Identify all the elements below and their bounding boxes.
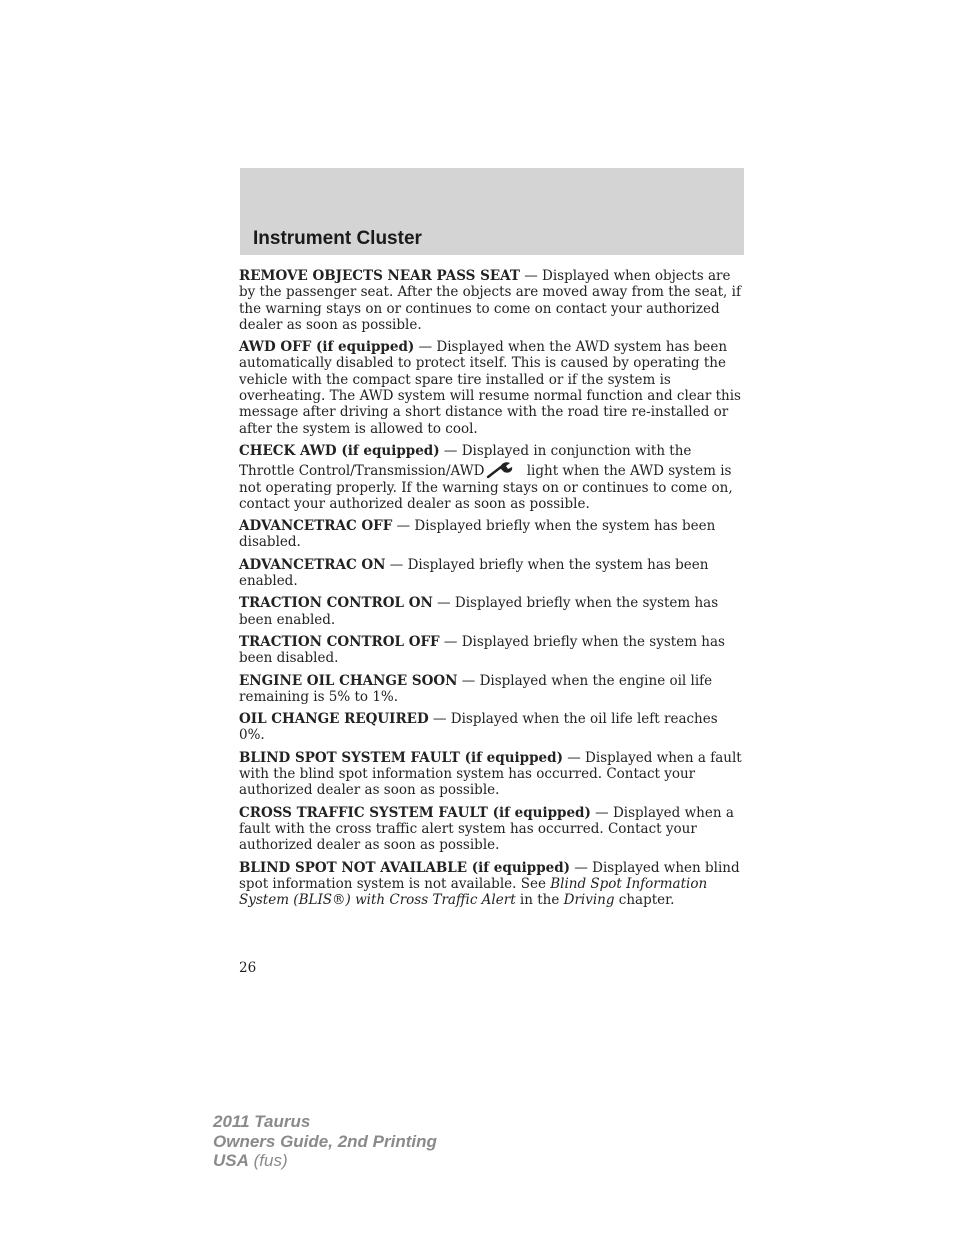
message-description: — Displayed when blind spot information system is not available. See: [239, 859, 740, 892]
message-description: — Displayed when the AWD system has been automatically disabled to protect itself. This is caused by operating the vehicle with the compact spare tire installed or if the system is overheating. The AWD system will resume normal function and clear this message after driving a short distance with the road tire re-installed or after the system is allowed to cool.: [239, 339, 741, 437]
message-term: BLIND SPOT NOT AVAILABLE (if equipped): [239, 859, 571, 876]
message-description: — Displayed when objects are by the passenger seat. After the objects are moved away from the seat, if the warning stays on or continues to come on contact your authorized dealer as soon as possible.: [239, 268, 741, 333]
message-term: TRACTION CONTROL OFF: [239, 633, 440, 650]
message-entry-awd-off: [239, 339, 742, 437]
message-description: — Displayed when a fault with the blind spot information system has occurred. Contact your authorized dealer as soon as possible.: [239, 749, 742, 799]
message-entry-oil-change-required: [239, 711, 742, 744]
message-description: in the: [515, 892, 564, 909]
message-term: CHECK AWD (if equipped): [239, 442, 440, 459]
message-term: AWD OFF (if equipped): [239, 339, 415, 356]
wrench-icon: [486, 459, 516, 479]
message-entry-advancetrac-on: [239, 557, 742, 590]
message-description: — Displayed briefly when the system has been disabled.: [239, 633, 725, 667]
message-term: TRACTION CONTROL ON: [239, 595, 433, 612]
message-entry-engine-oil-change-soon: [239, 673, 742, 706]
message-description: — Displayed when a fault with the cross traffic alert system has occurred. Contact your authorized dealer as soon as possible.: [239, 804, 734, 854]
document-footer: [213, 1112, 437, 1171]
message-term: BLIND SPOT SYSTEM FAULT (if equipped): [239, 749, 563, 766]
message-description: — Displayed briefly when the system has been enabled.: [239, 595, 719, 628]
footer-region: [213, 1151, 437, 1171]
message-entry-check-awd: [239, 443, 742, 512]
message-term: ADVANCETRAC OFF: [239, 518, 393, 535]
message-entry-cross-traffic-fault: [239, 805, 742, 854]
page-number: 26: [239, 960, 257, 976]
message-description: — Displayed in conjunction with the Throttle Control/Transmission/AWD: [239, 442, 692, 480]
section-title: Instrument Cluster: [253, 228, 422, 249]
section-header-band: [240, 168, 744, 255]
message-term: ENGINE OIL CHANGE SOON: [239, 672, 458, 689]
message-entry-blind-spot-not-available: [239, 860, 742, 909]
message-description: — Displayed when the oil life left reaches 0%.: [239, 711, 718, 744]
message-term: CROSS TRAFFIC SYSTEM FAULT (if equipped): [239, 804, 591, 821]
message-entry-blind-spot-fault: [239, 750, 742, 799]
cross-reference-title: Blind Spot Information System (BLIS®) with Cross Traffic Alert: [239, 875, 708, 909]
footer-region-name: USA: [213, 1151, 249, 1170]
message-list: [239, 268, 742, 914]
message-entry-remove-objects: [239, 268, 742, 333]
message-description: — Displayed when the engine oil life remaining is 5% to 1%.: [239, 672, 713, 705]
message-entry-traction-control-on: [239, 595, 742, 628]
message-term: ADVANCETRAC ON: [239, 556, 386, 573]
message-term: REMOVE OBJECTS NEAR PASS SEAT: [239, 268, 520, 284]
message-term: OIL CHANGE REQUIRED: [239, 711, 429, 728]
message-description: — Displayed briefly when the system has been disabled.: [239, 518, 716, 551]
message-entry-traction-control-off: [239, 634, 742, 667]
message-description: light when the AWD system is not operating properly. If the warning stays on or continues to come on, contact your authorized dealer as soon as possible.: [239, 463, 733, 512]
message-entry-advancetrac-off: [239, 518, 742, 551]
footer-region-code: (fus): [248, 1151, 288, 1170]
message-description: chapter.: [614, 892, 675, 909]
message-description: — Displayed briefly when the system has been enabled.: [239, 556, 709, 590]
cross-reference-chapter: Driving: [563, 892, 615, 909]
footer-guide-edition: Owners Guide, 2nd Printing: [213, 1131, 437, 1151]
footer-model: 2011 Taurus: [213, 1112, 311, 1131]
